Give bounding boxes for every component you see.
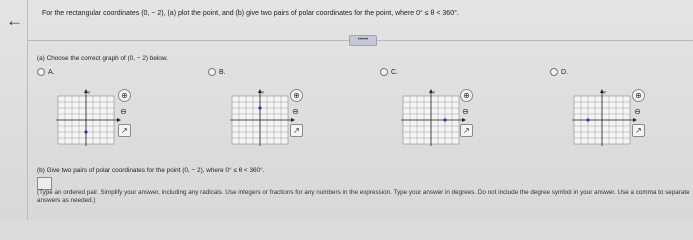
- option-a[interactable]: [37, 68, 55, 76]
- option-c-label: C.: [391, 68, 398, 76]
- x-axis-arrow: [291, 118, 295, 122]
- external-link-icon[interactable]: ↗: [118, 124, 131, 137]
- problem-statement: For the rectangular coordinates (0, − 2), (a) plot the point, and (b) give two pairs of polar coordinates for the point, where 0° ≤ θ < 360°.: [42, 10, 459, 17]
- plotted-point: [443, 118, 446, 121]
- plotted-point: [258, 106, 261, 109]
- option-c[interactable]: [380, 68, 398, 76]
- x-axis-arrow: [117, 118, 121, 122]
- zoom-out-icon[interactable]: ⊖: [462, 107, 469, 116]
- option-b[interactable]: [208, 68, 226, 76]
- y-axis-label: y: [88, 89, 90, 94]
- option-d-label: D.: [561, 68, 568, 76]
- y-axis-label: y: [433, 89, 435, 94]
- radio-a[interactable]: [37, 68, 45, 76]
- radio-d[interactable]: [550, 68, 558, 76]
- zoom-in-icon[interactable]: ⊕: [290, 89, 303, 102]
- part-b-prompt: (b) Give two pairs of polar coordinates for the point (0, − 2), where 0° ≤ θ < 360°.: [37, 167, 265, 174]
- zoom-in-icon[interactable]: ⊕: [460, 89, 473, 102]
- option-a-label: A.: [48, 68, 55, 76]
- zoom-out-icon[interactable]: ⊖: [120, 107, 127, 116]
- radio-c[interactable]: [380, 68, 388, 76]
- more-button[interactable]: •••••: [349, 35, 377, 46]
- y-axis-label: y: [604, 89, 606, 94]
- graph-a: [52, 84, 122, 154]
- zoom-in-icon[interactable]: ⊕: [118, 89, 131, 102]
- x-axis-arrow: [462, 118, 466, 122]
- zoom-out-icon[interactable]: ⊖: [292, 107, 299, 116]
- radio-b[interactable]: [208, 68, 216, 76]
- plotted-point: [84, 130, 87, 133]
- part-a-prompt: (a) Choose the correct graph of (0, − 2) below.: [37, 55, 168, 62]
- plotted-point: [586, 118, 589, 121]
- option-b-label: B.: [219, 68, 226, 76]
- option-d[interactable]: [550, 68, 568, 76]
- external-link-icon[interactable]: ↗: [632, 124, 645, 137]
- answer-hint: (Type an ordered pair. Simplify your answer, including any radicals. Use integers or fractions for any numbers in the expression. Type your answer in degrees. Do not include the degree symbol in your answer. Use a comma to separate answers as needed.): [37, 189, 690, 204]
- x-axis-arrow: [633, 118, 637, 122]
- external-link-icon[interactable]: ↗: [460, 124, 473, 137]
- left-rule: [27, 0, 28, 220]
- y-axis-label: y: [262, 89, 264, 94]
- external-link-icon[interactable]: ↗: [290, 124, 303, 137]
- graph-b: [226, 84, 296, 154]
- back-arrow-icon[interactable]: ←: [6, 11, 23, 30]
- graph-c: [397, 84, 467, 154]
- graph-d: [568, 84, 638, 154]
- zoom-out-icon[interactable]: ⊖: [634, 107, 641, 116]
- zoom-in-icon[interactable]: ⊕: [632, 89, 645, 102]
